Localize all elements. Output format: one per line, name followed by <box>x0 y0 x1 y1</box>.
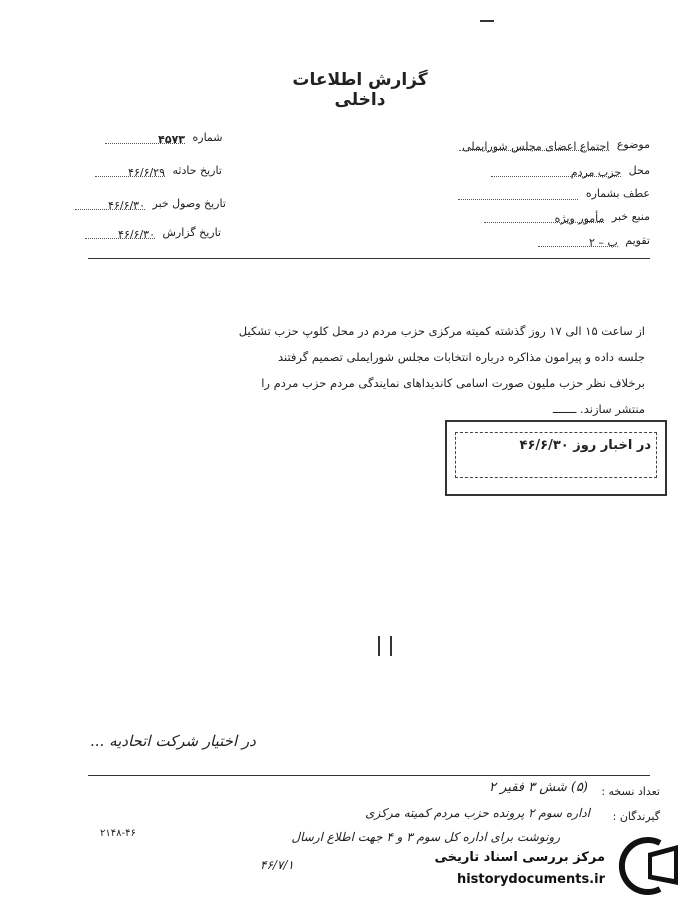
field-location <box>491 164 650 177</box>
body-line: از ساعت ۱۵ الی ۱۷ روز گذشته کمیته مرکزی حزب مردم در محل کلوپ حزب تشکیل <box>238 324 645 338</box>
mid-page-mark <box>378 636 392 656</box>
field-received-date-label: تاریخ وصول خبر <box>152 197 226 210</box>
field-evaluation <box>538 234 650 247</box>
handwritten-line-3: ۴۶/۷/۱ <box>260 858 294 872</box>
field-number-value: ۴۵۷۳ <box>105 133 185 144</box>
body-line: برخلاف نظر حزب ملیون صورت اسامی کاندیداهای نمایندگی مردم حزب مردم را <box>261 376 645 390</box>
field-source-label: منبع خبر <box>611 210 650 223</box>
recipients-label: گیرندگان : <box>612 810 660 823</box>
archive-logo-icon <box>600 835 692 897</box>
watermark-line1: مرکز بررسی اسناد تاریخی <box>434 850 605 865</box>
field-received-date <box>75 197 226 210</box>
field-reference-value <box>458 189 578 200</box>
field-evaluation-value: ب – ۲ <box>538 236 618 247</box>
field-number-label: شماره <box>192 131 223 144</box>
field-reference-label: عطف بشماره <box>585 187 650 200</box>
body-line: جلسه داده و پیرامون مذاکره درباره انتخابات مجلس شورایملی تصمیم گرفتند <box>277 350 645 364</box>
stamp-text: در اخبار روز ۴۶/۶/۳۰ <box>519 438 651 453</box>
field-report-date <box>85 226 221 239</box>
field-received-date-value: ۴۶/۶/۳۰ <box>75 199 145 210</box>
field-event-date-value: ۴۶/۶/۲۹ <box>95 166 165 177</box>
handwritten-line-1: اداره سوم ۲ پرونده حزب مردم کمیته مرکزی <box>365 806 590 820</box>
field-number <box>105 131 223 144</box>
header-divider <box>88 258 650 259</box>
field-report-date-label: تاریخ گزارش <box>162 226 221 239</box>
field-subject-value: اجتماع اعضای مجلس شورایملی <box>459 140 609 151</box>
field-location-label: محل <box>628 164 650 177</box>
field-subject-label: موضوع <box>616 138 650 151</box>
field-location-value: حزب مردم <box>491 166 621 177</box>
field-report-date-value: ۴۶/۶/۳۰ <box>85 228 155 239</box>
page-title: گزارش اطلاعات داخلی <box>292 70 428 110</box>
handwritten-line-2: رونوشت برای اداره کل سوم ۳ و ۴ جهت اطلاع ارسال <box>291 830 560 844</box>
field-reference <box>458 187 650 200</box>
field-source-value: مأمور ویژه <box>484 212 604 223</box>
handwritten-note-top: در اختیار شرکت اتحادیه ... <box>90 732 256 750</box>
field-evaluation-label: تقویم <box>625 234 650 247</box>
serial-number: ۲۱۴۸-۴۶ <box>100 828 136 839</box>
field-subject <box>459 138 650 151</box>
top-mark <box>480 20 494 22</box>
watermark-line2: historydocuments.ir <box>456 872 605 887</box>
copies-value: (۵) شش ۳ فقیر ۲ <box>489 780 588 795</box>
field-event-date <box>95 164 222 177</box>
field-event-date-label: تاریخ حادثه <box>172 164 222 177</box>
news-stamp <box>445 420 667 496</box>
copies-label: تعداد نسخه : <box>601 785 660 798</box>
footer-divider <box>88 775 650 776</box>
body-line: منتشر سازند. ـــــــ <box>552 402 645 416</box>
field-source <box>484 210 650 223</box>
report-body <box>100 318 645 422</box>
